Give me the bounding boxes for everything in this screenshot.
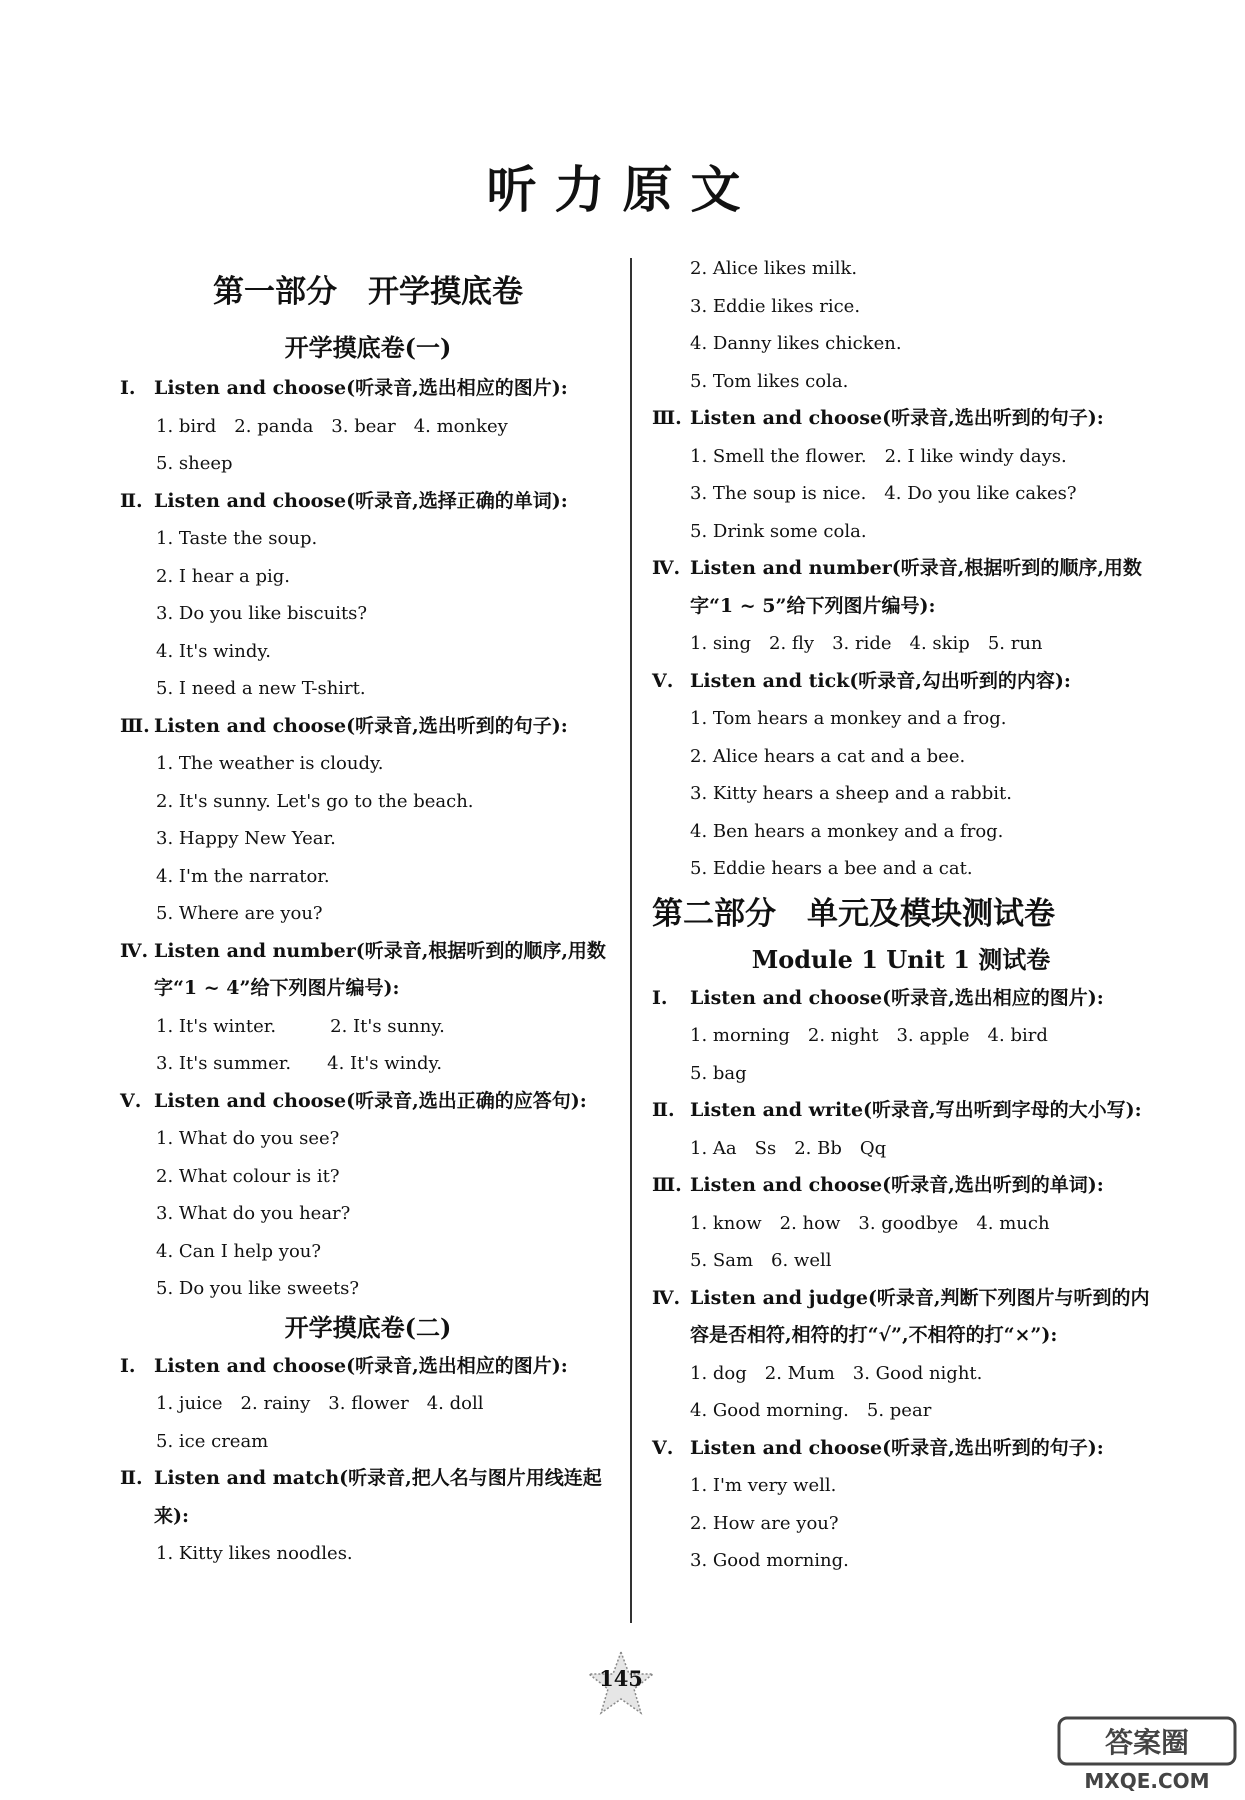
part2-section-5 (652, 1430, 1150, 1580)
part2-section-4 (652, 1280, 1150, 1430)
answer-line: 5. Sam 6. well (690, 1250, 832, 1271)
answer-line: 5. Drink some cola. (690, 520, 867, 542)
section-heading (652, 1167, 1150, 1205)
answer-line: 5. Eddie hears a bee and a cat. (690, 858, 973, 879)
section-instruction: Listen and choose(听录音,选出正确的应答句): (154, 1089, 587, 1112)
section-heading (120, 1348, 616, 1386)
answer-line: 4. Danny likes chicken. (690, 333, 902, 354)
answer-line: 3. Kitty hears a sheep and a rabbit. (690, 783, 1012, 804)
section-number: Ⅴ. (652, 669, 674, 692)
answer-line: 4. Ben hears a monkey and a frog. (690, 820, 1004, 842)
answer-line: 1. sing 2. fly 3. ride 4. skip 5. run (690, 633, 1043, 654)
section-instruction: Listen and choose(听录音,选出相应的图片): (154, 377, 568, 399)
test1-section-2 (120, 483, 616, 708)
watermark-logo-icon (1057, 1714, 1237, 1794)
answer-line: 5. I need a new T-shirt. (156, 678, 366, 699)
answer-line: 4. Can I help you? (156, 1240, 322, 1262)
answer-line: 1. dog 2. Mum 3. Good night. (690, 1362, 983, 1384)
answer-line: 2. I hear a pig. (156, 565, 291, 587)
module1-unit1-title: Module 1 Unit 1 测试卷 (751, 944, 1051, 974)
section-instruction: Listen and tick(听录音,勾出听到的内容): (690, 669, 1071, 692)
answer-line: 4. It's windy. (156, 640, 271, 662)
section-heading (120, 370, 616, 408)
section-number: Ⅰ. (652, 986, 668, 1009)
section-heading (120, 1083, 616, 1121)
section-number: Ⅴ. (120, 1089, 142, 1112)
answer-line: 2. It's sunny. Let's go to the beach. (156, 790, 474, 812)
section-instruction: Listen and judge(听录音,判断下列图片与听到的内容是否相符,相符的打“√”,不相符的打“×”): (690, 1286, 1150, 1346)
section-number: Ⅳ. (652, 557, 681, 579)
test2-section-2 (120, 1460, 616, 1573)
section-heading (120, 1460, 616, 1535)
answer-line: 2. Alice hears a cat and a bee. (690, 745, 966, 767)
section-instruction: Listen and choose(听录音,选出相应的图片): (154, 1354, 568, 1377)
answer-line: 1. know 2. how 3. goodbye 4. much (690, 1212, 1050, 1234)
page-title: 听力原文 (486, 160, 759, 219)
answer-line: 3. Good morning. (690, 1550, 849, 1571)
answer-line: 5. sheep (156, 453, 233, 474)
answer-line: 1. Taste the soup. (156, 528, 318, 549)
section-heading (120, 708, 616, 746)
test2-section-3 (652, 400, 1150, 550)
test2-section-2-continued (652, 250, 1150, 400)
section-number: Ⅲ. (120, 714, 150, 737)
answer-line: 5. Where are you? (156, 903, 323, 924)
test1-section-3 (120, 708, 616, 933)
section-number: Ⅴ. (652, 1436, 674, 1459)
svg-text:MXQE.COM: MXQE.COM (1084, 1769, 1210, 1793)
section-number: Ⅲ. (652, 407, 682, 429)
left-column (120, 250, 616, 1573)
section-instruction: Listen and number(听录音,根据听到的顺序,用数字“1 ~ 4”给下列图片编号): (154, 939, 606, 999)
part2-section-1 (652, 980, 1150, 1093)
section-number: Ⅳ. (120, 939, 149, 962)
answer-line: 1. juice 2. rainy 3. flower 4. doll (156, 1393, 484, 1414)
section-heading (652, 980, 1150, 1018)
section-heading (652, 663, 1150, 701)
part2-title: 第二部分 单元及模块测试卷 (652, 895, 1055, 932)
answer-line: 1. It's winter. 2. It's sunny. (156, 1015, 445, 1037)
test2-title: 开学摸底卷(二) (284, 1312, 452, 1342)
answer-line: 1. Kitty likes noodles. (156, 1543, 353, 1564)
answer-line: 3. Happy New Year. (156, 828, 336, 849)
answer-line: 3. What do you hear? (156, 1203, 351, 1224)
column-divider (630, 258, 632, 1623)
answer-line: 5. Tom likes cola. (690, 370, 849, 392)
part2-section-3 (652, 1167, 1150, 1280)
answer-line: 1. bird 2. panda 3. bear 4. monkey (156, 415, 508, 437)
part2-section-2 (652, 1092, 1150, 1167)
answer-line: 3. It's summer. 4. It's windy. (156, 1053, 443, 1074)
section-instruction: Listen and choose(听录音,选择正确的单词): (154, 489, 568, 512)
page-number: 145 (599, 1666, 643, 1691)
svg-text:答案圈: 答案圈 (1104, 1726, 1190, 1759)
section-heading (652, 1430, 1150, 1468)
section-heading (652, 1092, 1150, 1130)
section-instruction: Listen and choose(听录音,选出听到的句子): (154, 714, 568, 737)
section-number: Ⅰ. (120, 1354, 136, 1377)
answer-line: 1. What do you see? (156, 1128, 340, 1149)
answer-line: 3. Do you like biscuits? (156, 603, 368, 624)
section-heading (652, 550, 1150, 625)
test1-title: 开学摸底卷(一) (284, 333, 452, 362)
test1-section-4 (120, 933, 616, 1083)
section-number: Ⅰ. (120, 377, 136, 399)
answer-line: 1. I'm very well. (690, 1475, 837, 1496)
answer-line: 4. I'm the narrator. (156, 865, 330, 887)
answer-line: 2. Alice likes milk. (690, 258, 858, 279)
answer-line: 1. Smell the flower. 2. I like windy days. (690, 445, 1067, 467)
section-number: Ⅲ. (652, 1174, 682, 1196)
answer-line: 4. Good morning. 5. pear (690, 1400, 932, 1421)
answer-line: 3. Eddie likes rice. (690, 295, 861, 317)
section-instruction: Listen and match(听录音,把人名与图片用线连起来): (154, 1467, 602, 1527)
section-instruction: Listen and number(听录音,根据听到的顺序,用数字“1 ~ 5”给下列图片编号): (690, 557, 1142, 617)
answer-line: 5. bag (690, 1062, 747, 1084)
answer-line: 5. ice cream (156, 1430, 269, 1452)
answer-line: 2. How are you? (690, 1512, 839, 1534)
part1-title: 第一部分 开学摸底卷 (213, 274, 523, 310)
section-instruction: Listen and write(听录音,写出听到字母的大小写): (690, 1099, 1142, 1121)
answer-line: 1. The weather is cloudy. (156, 753, 384, 774)
section-heading (120, 483, 616, 521)
answer-line: 1. morning 2. night 3. apple 4. bird (690, 1025, 1048, 1046)
test2-section-4 (652, 550, 1150, 663)
section-instruction: Listen and choose(听录音,选出听到的单词): (690, 1174, 1104, 1196)
test2-section-5 (652, 663, 1150, 888)
test2-section-1 (120, 1348, 616, 1461)
section-heading (652, 400, 1150, 438)
answer-line: 1. Tom hears a monkey and a frog. (690, 708, 1007, 729)
section-instruction: Listen and choose(听录音,选出听到的句子): (690, 1436, 1104, 1459)
answer-line: 2. What colour is it? (156, 1165, 340, 1187)
section-number: Ⅱ. (652, 1099, 675, 1121)
section-number: Ⅱ. (120, 489, 143, 512)
test1-section-1 (120, 370, 616, 483)
answer-line: 5. Do you like sweets? (156, 1278, 360, 1299)
right-column (652, 250, 1150, 1580)
section-instruction: Listen and choose(听录音,选出相应的图片): (690, 986, 1104, 1009)
section-instruction: Listen and choose(听录音,选出听到的句子): (690, 407, 1104, 429)
section-heading (120, 933, 616, 1008)
section-number: Ⅱ. (120, 1467, 143, 1489)
section-heading (652, 1280, 1150, 1355)
answer-line: 1. Aa Ss 2. Bb Qq (690, 1137, 887, 1159)
test1-section-5 (120, 1083, 616, 1308)
section-number: Ⅳ. (652, 1286, 681, 1309)
answer-line: 3. The soup is nice. 4. Do you like cakes? (690, 483, 1077, 504)
